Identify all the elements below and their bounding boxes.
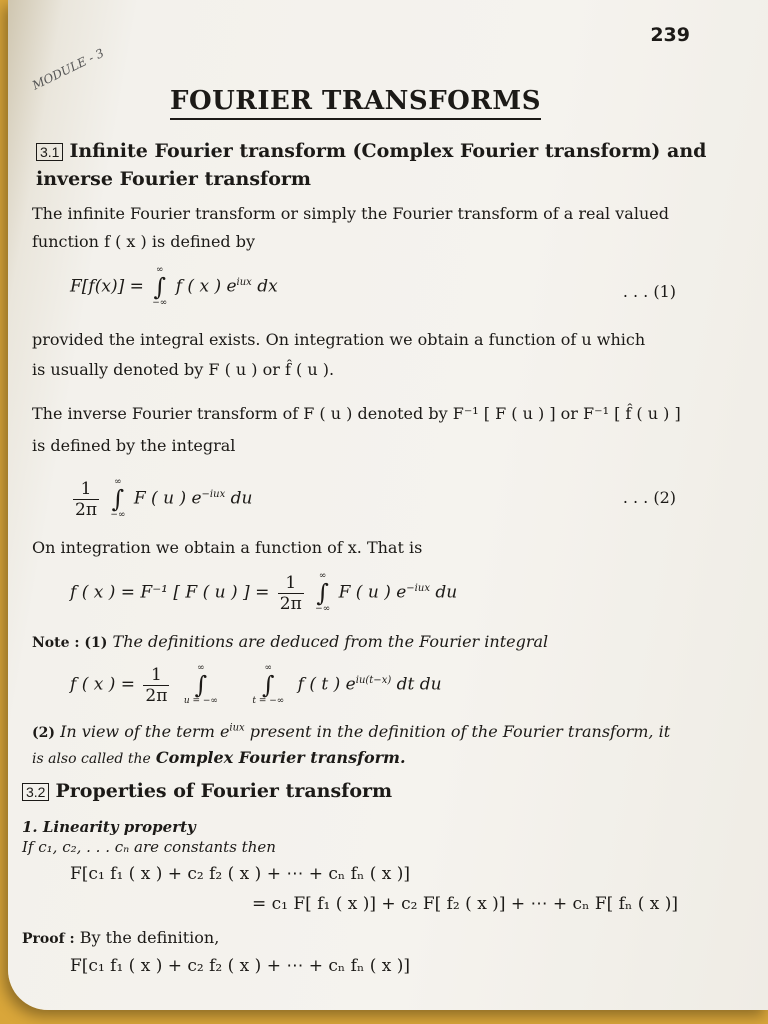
linearity-property-heading: 1. Linearity property — [22, 818, 196, 836]
equation-number-2: . . . (2) — [622, 488, 676, 507]
paragraph-definition-2: function f ( x ) is defined by — [32, 232, 256, 251]
page-number: 239 — [650, 24, 690, 46]
section-3-1-heading-cont: inverse Fourier transform — [36, 168, 312, 190]
equation-2: $\frac{1}{2\pi}$ ∞ ∫ −∞ F ( u ) $e^{-iux}$ du — [75, 477, 253, 520]
linearity-text: If c₁, c₂, . . . cₙ are constants then — [22, 838, 276, 856]
note-2-line-2: is also called the Complex Fourier transform. — [32, 748, 406, 767]
section-3-1-heading: 3.1 Infinite Fourier transform (Complex Fourier transform) and — [36, 140, 706, 162]
equation-proof-1: F[c₁ f₁ ( x ) + c₂ f₂ ( x ) + ⋯ + cₙ fₙ ( x )] — [70, 956, 411, 976]
section-number: 3.1 — [36, 143, 63, 161]
section-3-2-heading: 3.2 Properties of Fourier transform — [22, 780, 392, 802]
paragraph-provided-1: provided the integral exists. On integration we obtain a function of u which — [32, 330, 646, 349]
integral-sign: ∞ ∫ −∞ — [110, 477, 126, 520]
book-page — [8, 0, 768, 1010]
equation-number-1: . . . (1) — [622, 282, 676, 301]
chapter-mark: MODULE - 3 — [30, 45, 107, 93]
paragraph-definition-1: The infinite Fourier transform or simply the Fourier transform of a real valued — [32, 204, 669, 223]
note-1: Note : (1) The definitions are deduced from the Fourier integral — [32, 632, 549, 651]
paragraph-inverse-1: The inverse Fourier transform of F ( u ) denoted by F⁻¹ [ F ( u ) ] or F⁻¹ [ f̂ ( u ) ] — [32, 404, 681, 423]
paragraph-integration: On integration we obtain a function of x. That is — [32, 538, 423, 557]
equation-linearity-2: = c₁ F[ f₁ ( x )] + c₂ F[ f₂ ( x )] + ⋯ + cₙ F[ fₙ ( x )] — [252, 894, 679, 914]
equation-3: f ( x ) = F⁻¹ [ F ( u ) ] = $\frac{1}{2\pi}$ ∞ ∫ −∞ F ( u ) $e^{-iux}$ du — [70, 571, 458, 614]
paragraph-provided-2: is usually denoted by F ( u ) or f̂ ( u ). — [32, 360, 335, 379]
paragraph-inverse-2: is defined by the integral — [32, 436, 236, 455]
equation-linearity-1: F[c₁ f₁ ( x ) + c₂ f₂ ( x ) + ⋯ + cₙ fₙ ( x )] — [70, 864, 411, 884]
integral-sign: ∞ ∫ −∞ — [315, 571, 331, 614]
equation-4: f ( x ) = $\frac{1}{2\pi}$ ∞ ∫ u = −∞ ∞ ∫ t = −∞ f ( t ) $e^{iu(t-x)}$ dt du — [70, 663, 442, 706]
integral-sign: ∞ ∫ −∞ — [152, 265, 168, 308]
section-number: 3.2 — [22, 783, 49, 801]
note-2-line-1: (2) In view of the term $e^{iux}$ present in the definition of the Fourier transform, it — [32, 722, 671, 741]
proof-line: Proof : By the definition, — [22, 928, 220, 947]
page-title: FOURIER TRANSFORMS — [170, 86, 541, 120]
equation-1: F[f(x)] = ∞ ∫ −∞ f ( x ) $e^{iux}$ dx — [70, 265, 278, 308]
